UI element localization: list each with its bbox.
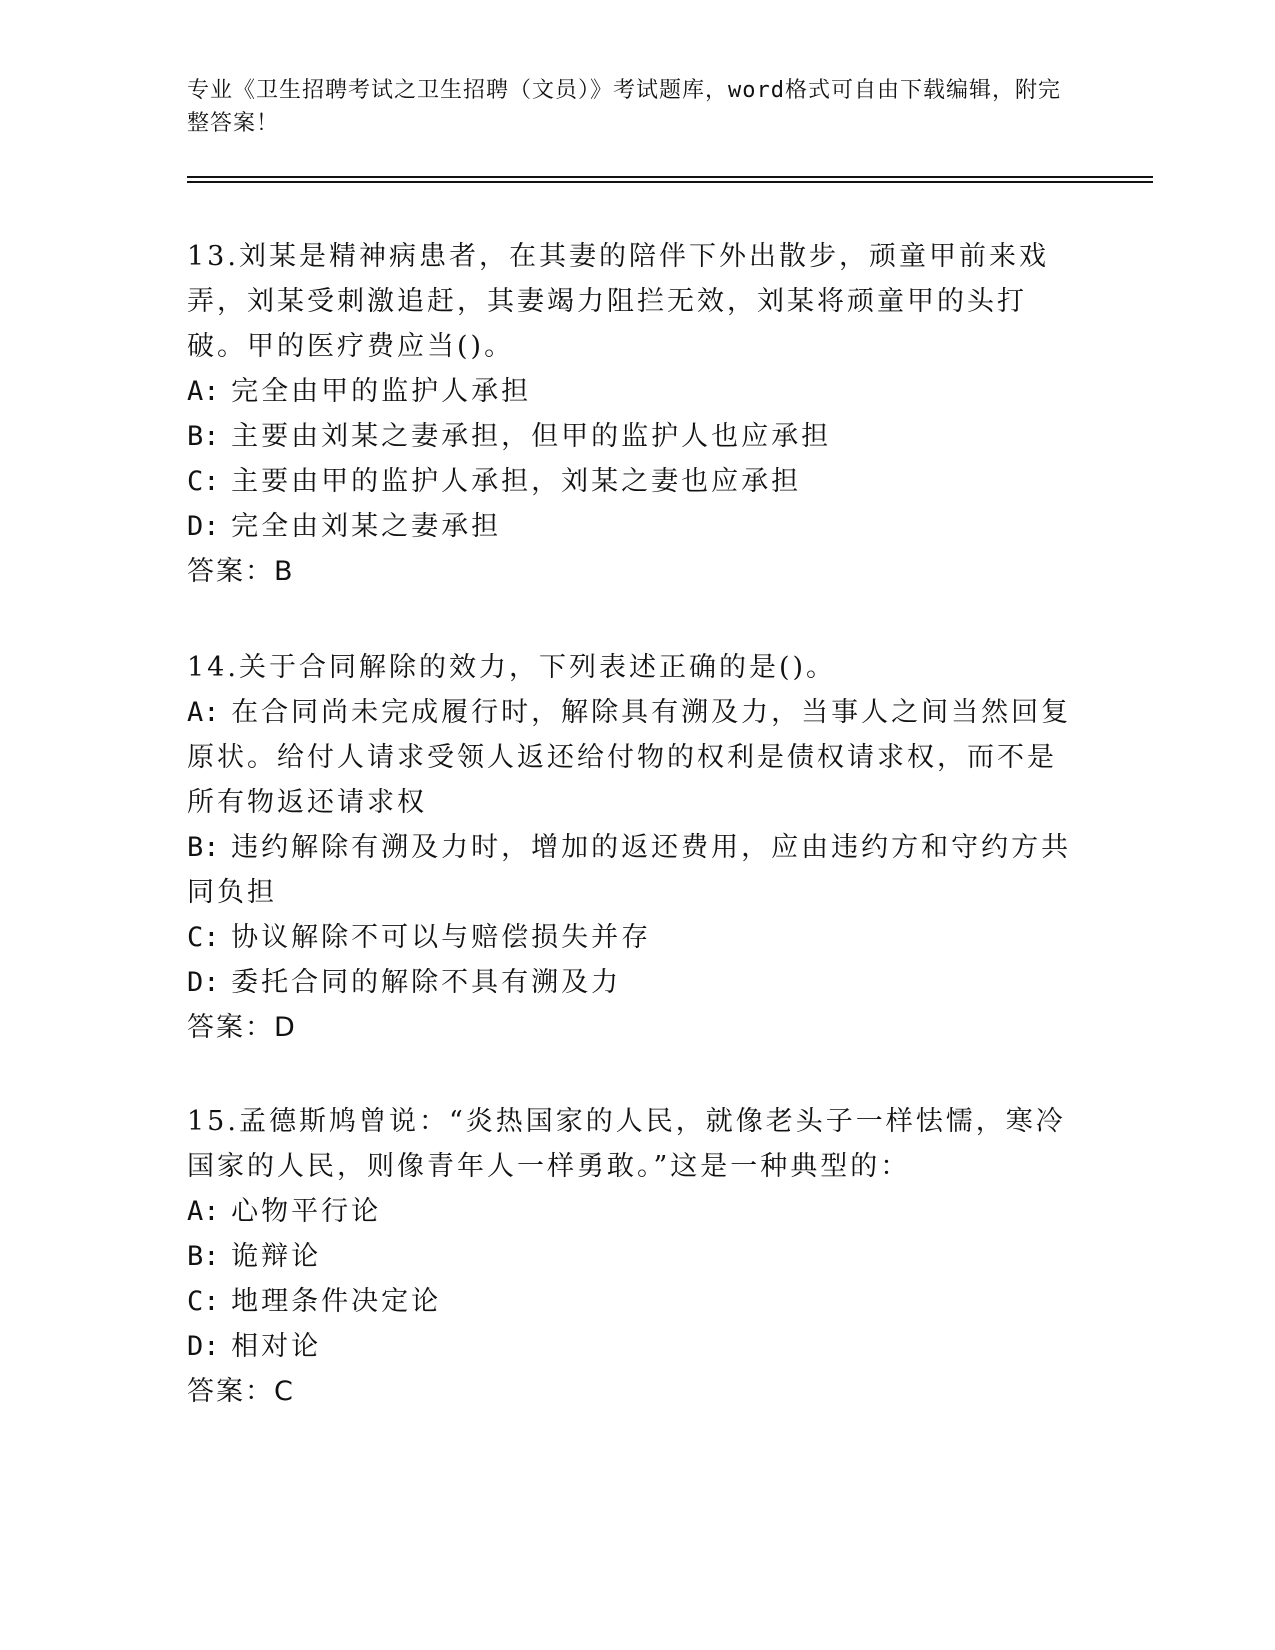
- option-text: 相对论: [231, 1331, 322, 1362]
- answer-line: 答案：D: [187, 1012, 297, 1043]
- option-key: A:: [187, 376, 220, 407]
- question-stem: 15.孟德斯鸠曾说：“炎热国家的人民，就像老头子一样怯懦，寒冷国家的人民，则像青年人一样勇敢。”这是一种典型的：: [187, 1106, 1066, 1182]
- option-c: [187, 915, 1077, 960]
- option-text: 协议解除不可以与赔偿损失并存: [231, 922, 652, 953]
- option-text: 诡辩论: [231, 1241, 322, 1272]
- option-b: [187, 414, 1077, 459]
- option-b: [187, 825, 1077, 915]
- option-d: [187, 504, 1077, 549]
- question-stem: 13.刘某是精神病患者，在其妻的陪伴下外出散步，顽童甲前来戏弄，刘某受刺激追赶，其妻竭力阻拦无效，刘某将顽童甲的头打破。甲的医疗费应当()。: [187, 241, 1049, 362]
- option-key: C:: [187, 922, 220, 953]
- option-key: D:: [187, 1331, 220, 1362]
- option-key: A:: [187, 697, 220, 728]
- option-c: [187, 459, 1077, 504]
- option-text: 心物平行论: [231, 1196, 382, 1227]
- option-a: [187, 1189, 1077, 1234]
- option-key: C:: [187, 1286, 220, 1317]
- option-key: D:: [187, 511, 220, 542]
- option-b: [187, 1234, 1077, 1279]
- option-text: 完全由刘某之妻承担: [231, 511, 502, 542]
- option-d: [187, 1324, 1077, 1369]
- option-key: B:: [187, 421, 220, 452]
- document-header: 专业《卫生招聘考试之卫生招聘（文员）》考试题库，word格式可自由下载编辑，附完整答案！: [187, 78, 1061, 136]
- option-key: D:: [187, 967, 220, 998]
- option-text: 委托合同的解除不具有溯及力: [231, 967, 622, 998]
- option-key: B:: [187, 1241, 220, 1272]
- header-rule-top: [187, 176, 1153, 178]
- question-14: [187, 645, 1077, 1050]
- option-text: 地理条件决定论: [231, 1286, 442, 1317]
- option-text: 主要由刘某之妻承担，但甲的监护人也应承担: [231, 421, 832, 452]
- option-key: B:: [187, 832, 220, 863]
- option-a: [187, 369, 1077, 414]
- option-key: A:: [187, 1196, 220, 1227]
- option-text: 主要由甲的监护人承担，刘某之妻也应承担: [231, 466, 802, 497]
- option-text: 在合同尚未完成履行时，解除具有溯及力，当事人之间当然回复原状。给付人请求受领人返还给付物的权利是债权请求权，而不是所有物返还请求权: [187, 697, 1072, 818]
- option-text: 完全由甲的监护人承担: [231, 376, 532, 407]
- option-text: 违约解除有溯及力时，增加的返还费用，应由违约方和守约方共同负担: [187, 832, 1072, 908]
- answer-line: 答案：B: [187, 556, 295, 587]
- option-key: C:: [187, 466, 220, 497]
- option-c: [187, 1279, 1077, 1324]
- question-15: [187, 1099, 1077, 1414]
- question-13: [187, 234, 1077, 594]
- option-d: [187, 960, 1077, 1005]
- answer-line: 答案：C: [187, 1376, 295, 1407]
- option-a: [187, 690, 1077, 825]
- question-stem: 14.关于合同解除的效力，下列表述正确的是()。: [187, 652, 837, 683]
- header-rule-bottom: [187, 181, 1153, 183]
